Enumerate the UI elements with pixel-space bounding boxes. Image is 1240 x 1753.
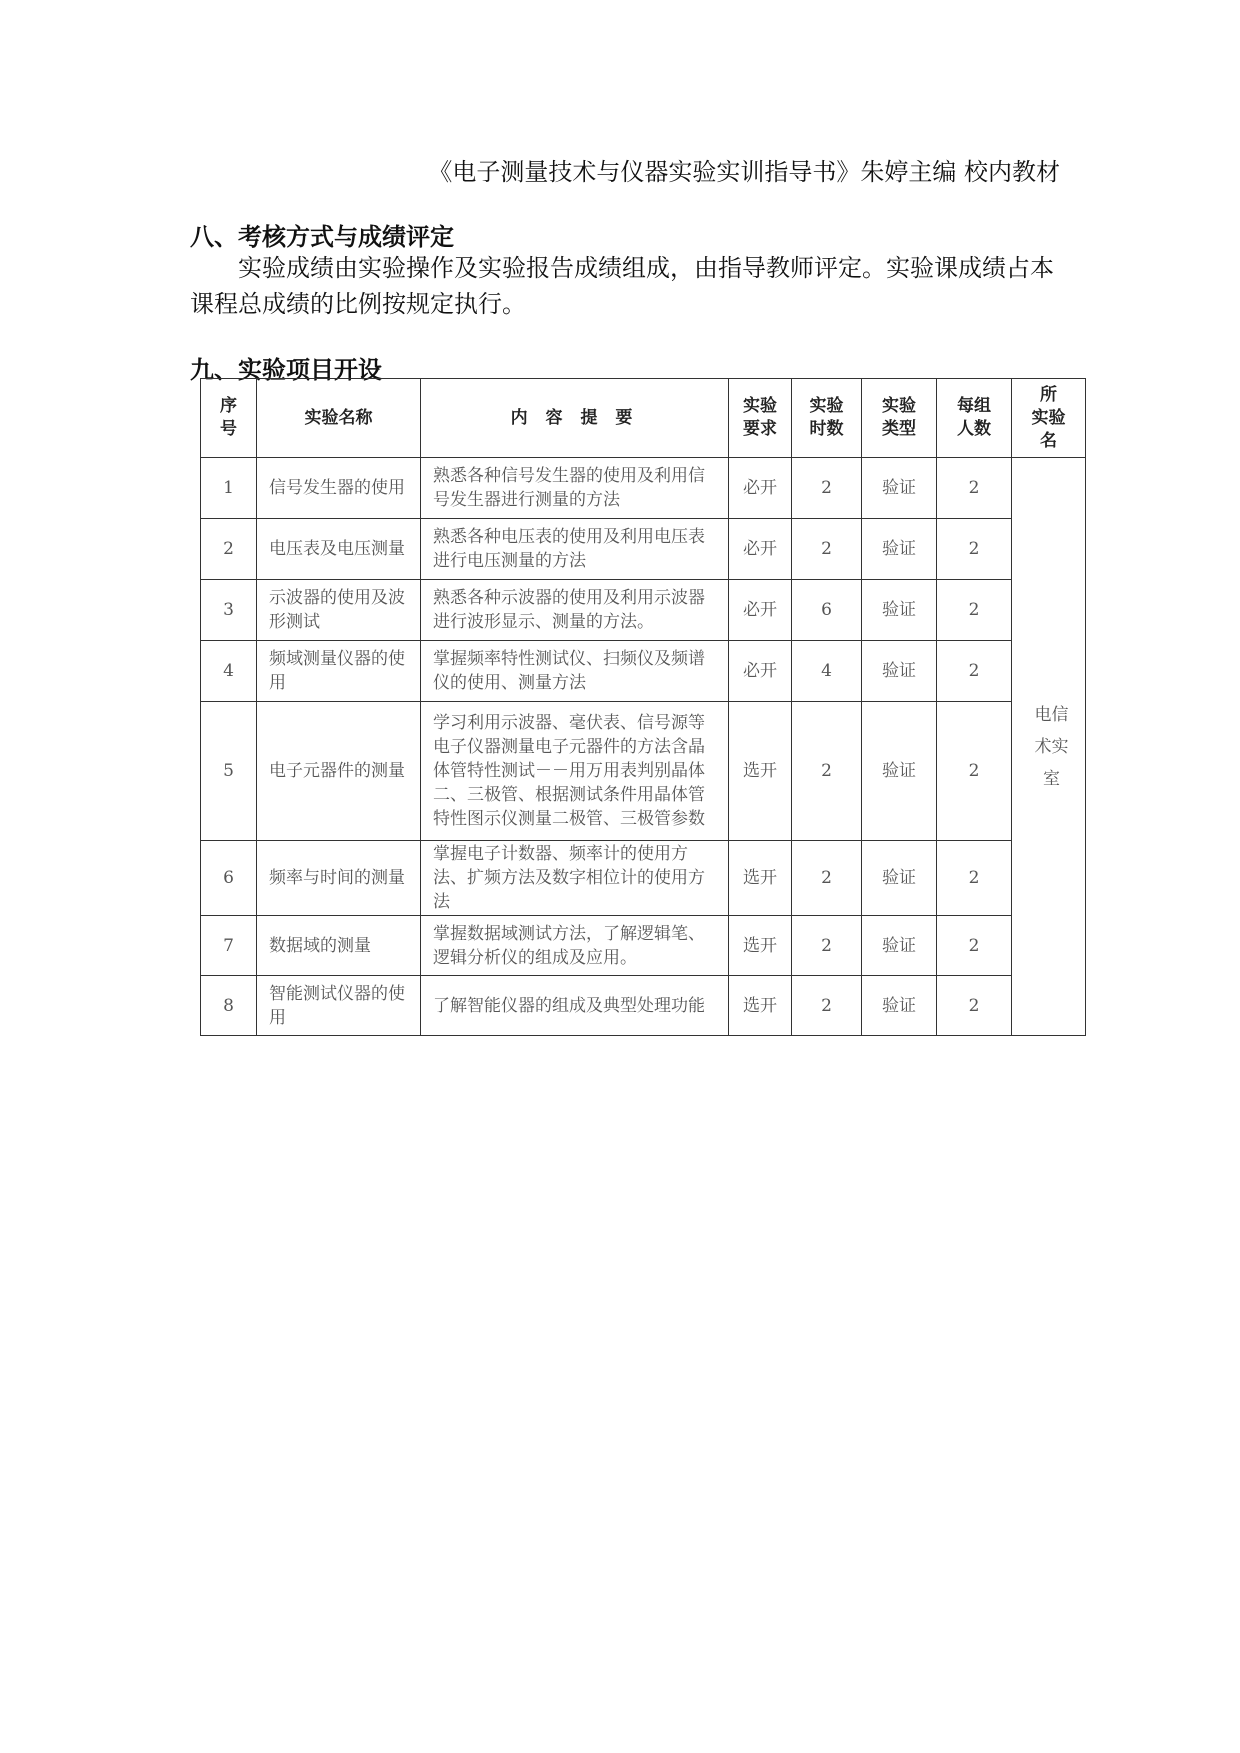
cell-requirement: 必开 bbox=[729, 641, 792, 702]
cell-type: 验证 bbox=[862, 916, 937, 976]
table-row bbox=[201, 519, 1086, 580]
cell-seq: 4 bbox=[201, 641, 257, 702]
cell-type: 验证 bbox=[862, 702, 937, 841]
cell-group: 2 bbox=[937, 702, 1012, 841]
reference-line: 《电子测量技术与仪器实验实训指导书》朱婷主编 校内教材 bbox=[428, 158, 1060, 186]
cell-hours: 2 bbox=[792, 458, 862, 519]
cell-name: 频域测量仪器的使用 bbox=[257, 641, 421, 702]
cell-seq: 3 bbox=[201, 580, 257, 641]
table-row bbox=[201, 976, 1086, 1036]
cell-seq: 2 bbox=[201, 519, 257, 580]
cell-lab: 电信 术实 室 bbox=[1012, 458, 1086, 1036]
cell-name: 示波器的使用及波形测试 bbox=[257, 580, 421, 641]
experiment-table bbox=[200, 378, 1086, 1036]
cell-seq: 5 bbox=[201, 702, 257, 841]
section8-paragraph: 实验成绩由实验操作及实验报告成绩组成，由指导教师评定。实验课成绩占本课程总成绩的比例按规定执行。 bbox=[190, 254, 1054, 318]
table-row bbox=[201, 841, 1086, 916]
cell-group: 2 bbox=[937, 458, 1012, 519]
cell-requirement: 必开 bbox=[729, 580, 792, 641]
experiment-table-wrapper bbox=[200, 378, 1069, 1030]
cell-group: 2 bbox=[937, 976, 1012, 1036]
cell-group: 2 bbox=[937, 580, 1012, 641]
table-row bbox=[201, 580, 1086, 641]
cell-seq: 7 bbox=[201, 916, 257, 976]
cell-hours: 2 bbox=[792, 916, 862, 976]
cell-group: 2 bbox=[937, 641, 1012, 702]
table-row bbox=[201, 458, 1086, 519]
cell-requirement: 选开 bbox=[729, 976, 792, 1036]
cell-content: 熟悉各种示波器的使用及利用示波器进行波形显示、测量的方法。 bbox=[421, 580, 729, 641]
cell-content: 了解智能仪器的组成及典型处理功能 bbox=[421, 976, 729, 1036]
cell-content: 掌握电子计数器、频率计的使用方法、扩频方法及数字相位计的使用方法 bbox=[421, 841, 729, 916]
header-requirement: 实验 要求 bbox=[729, 379, 792, 458]
table-header-row bbox=[201, 379, 1086, 458]
cell-requirement: 选开 bbox=[729, 916, 792, 976]
table-row bbox=[201, 916, 1086, 976]
section8-heading: 八、考核方式与成绩评定 bbox=[190, 223, 454, 251]
cell-type: 验证 bbox=[862, 841, 937, 916]
header-group: 每组 人数 bbox=[937, 379, 1012, 458]
table-row bbox=[201, 702, 1086, 841]
cell-hours: 2 bbox=[792, 976, 862, 1036]
cell-type: 验证 bbox=[862, 580, 937, 641]
cell-hours: 2 bbox=[792, 519, 862, 580]
cell-content: 熟悉各种电压表的使用及利用电压表进行电压测量的方法 bbox=[421, 519, 729, 580]
cell-name: 电压表及电压测量 bbox=[257, 519, 421, 580]
cell-type: 验证 bbox=[862, 458, 937, 519]
section9-heading: 九、实验项目开设 bbox=[190, 356, 382, 384]
cell-requirement: 必开 bbox=[729, 519, 792, 580]
cell-type: 验证 bbox=[862, 519, 937, 580]
cell-name: 电子元器件的测量 bbox=[257, 702, 421, 841]
cell-group: 2 bbox=[937, 519, 1012, 580]
header-name: 实验名称 bbox=[257, 379, 421, 458]
cell-requirement: 选开 bbox=[729, 841, 792, 916]
cell-group: 2 bbox=[937, 916, 1012, 976]
cell-name: 信号发生器的使用 bbox=[257, 458, 421, 519]
cell-requirement: 必开 bbox=[729, 458, 792, 519]
header-lab: 所 实验 名 bbox=[1012, 379, 1086, 458]
header-seq: 序 号 bbox=[201, 379, 257, 458]
cell-type: 验证 bbox=[862, 976, 937, 1036]
cell-group: 2 bbox=[937, 841, 1012, 916]
cell-content: 掌握频率特性测试仪、扫频仪及频谱仪的使用、测量方法 bbox=[421, 641, 729, 702]
cell-seq: 6 bbox=[201, 841, 257, 916]
header-hours: 实验 时数 bbox=[792, 379, 862, 458]
cell-type: 验证 bbox=[862, 641, 937, 702]
cell-hours: 6 bbox=[792, 580, 862, 641]
cell-content: 学习利用示波器、毫伏表、信号源等电子仪器测量电子元器件的方法含晶体管特性测试－－用万用表判别晶体二、三极管、根据测试条件用晶体管特性图示仪测量二极管、三极管参数 bbox=[421, 702, 729, 841]
cell-hours: 4 bbox=[792, 641, 862, 702]
cell-content: 掌握数据域测试方法，了解逻辑笔、逻辑分析仪的组成及应用。 bbox=[421, 916, 729, 976]
cell-name: 智能测试仪器的使用 bbox=[257, 976, 421, 1036]
header-type: 实验 类型 bbox=[862, 379, 937, 458]
cell-name: 数据域的测量 bbox=[257, 916, 421, 976]
table-row bbox=[201, 641, 1086, 702]
header-content: 内 容 提 要 bbox=[421, 379, 729, 458]
cell-hours: 2 bbox=[792, 841, 862, 916]
cell-hours: 2 bbox=[792, 702, 862, 841]
cell-seq: 1 bbox=[201, 458, 257, 519]
cell-name: 频率与时间的测量 bbox=[257, 841, 421, 916]
cell-content: 熟悉各种信号发生器的使用及利用信号发生器进行测量的方法 bbox=[421, 458, 729, 519]
cell-seq: 8 bbox=[201, 976, 257, 1036]
cell-requirement: 选开 bbox=[729, 702, 792, 841]
